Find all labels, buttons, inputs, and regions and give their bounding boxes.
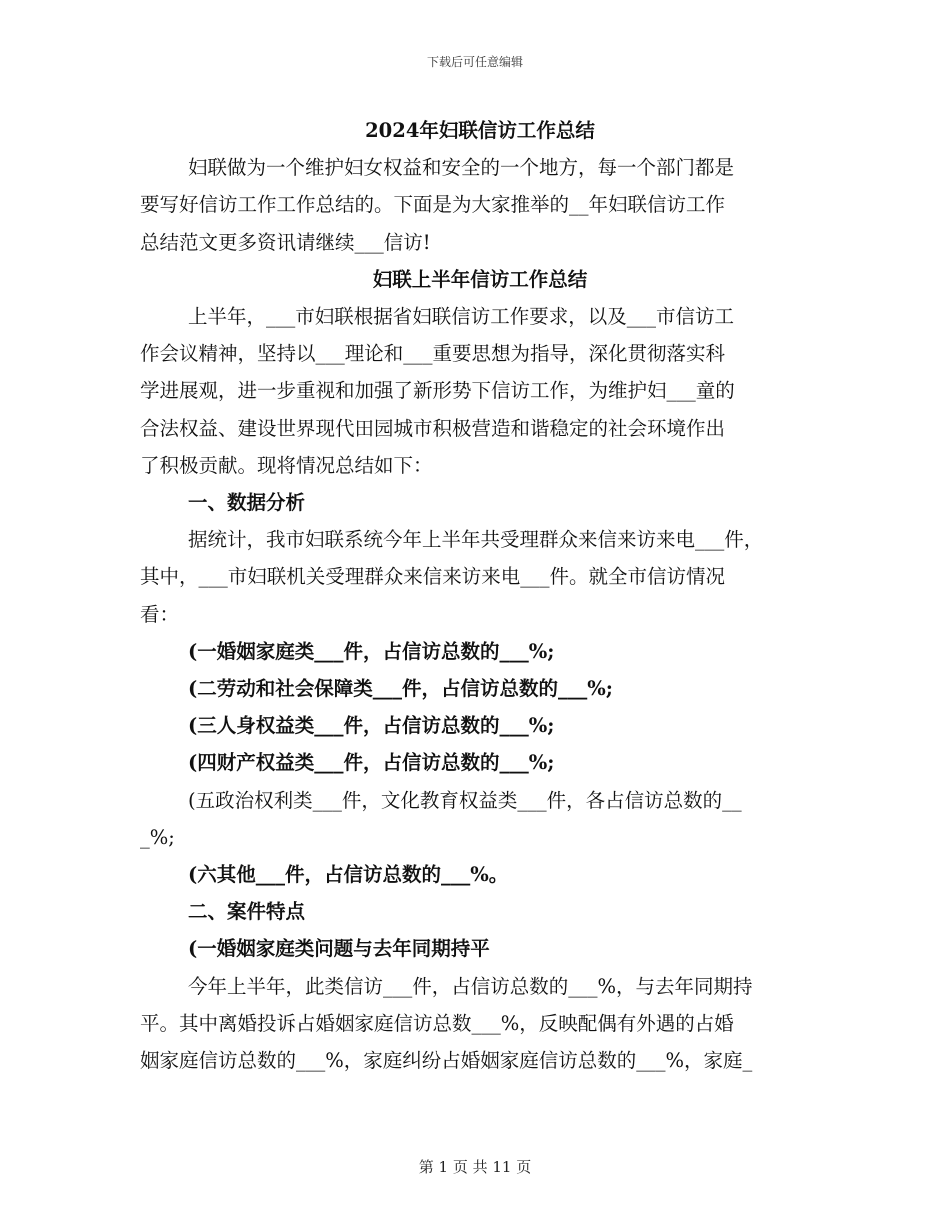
stat-item: (五政治权利类___件，文化教育权益类___件，各占信访总数的__ bbox=[188, 788, 742, 812]
stat-item: (二劳动和社会保障类___件，占信访总数的___%; bbox=[188, 677, 613, 701]
text-line: 上半年，___市妇联根据省妇联信访工作要求，以及___市信访工 bbox=[188, 305, 735, 329]
subsection-heading: (一婚姻家庭类问题与去年同期持平 bbox=[188, 937, 490, 961]
stat-item: (四财产权益类___件，占信访总数的___%; bbox=[188, 751, 555, 775]
stat-item-continued: _%; bbox=[140, 825, 175, 849]
text-line: 姻家庭信访总数的___%，家庭纠纷占婚姻家庭信访总数的___%，家庭_ bbox=[140, 1049, 753, 1073]
text-line: 其中，___市妇联机关受理群众来信来访来电___件。就全市信访情况 bbox=[140, 565, 726, 589]
document-body bbox=[140, 112, 820, 1079]
section-heading-data-analysis: 一、数据分析 bbox=[188, 491, 306, 515]
document-title: 2024年妇联信访工作总结 bbox=[365, 119, 595, 142]
header-note: 下载后可任意编辑 bbox=[426, 55, 523, 69]
text-line: 了积极贡献。现将情况总结如下： bbox=[140, 453, 433, 477]
text-line: 学进展观，进一步重视和加强了新形势下信访工作，为维护妇___童的 bbox=[140, 379, 735, 403]
text-line: 总结范文更多资讯请继续___信访! bbox=[140, 230, 431, 254]
paragraph-overview bbox=[140, 298, 820, 484]
stat-item: (一婚姻家庭类___件，占信访总数的___%; bbox=[188, 639, 555, 663]
text-line: 要写好信访工作工作总结的。下面是为大家推举的__年妇联信访工作 bbox=[140, 193, 726, 217]
page-indicator: 第 1 页 共 11 页 bbox=[418, 1158, 532, 1176]
text-line: 平。其中离婚投诉占婚姻家庭信访总数___%，反映配偶有外遇的占婚 bbox=[140, 1011, 734, 1035]
text-line: 合法权益、建设世界现代田园城市积极营造和谐稳定的社会环境作出 bbox=[140, 416, 726, 440]
stat-list bbox=[140, 633, 820, 893]
stat-item: (六其他___件，占信访总数的___%。 bbox=[188, 863, 509, 887]
section-heading-case-features: 二、案件特点 bbox=[188, 900, 306, 924]
document-subtitle: 妇联上半年信访工作总结 bbox=[372, 267, 588, 291]
text-line: 看： bbox=[140, 602, 180, 626]
paragraph-statistics bbox=[140, 521, 820, 633]
text-line: 据统计，我市妇联系统今年上半年共受理群众来信来访来电___件， bbox=[188, 528, 764, 552]
intro-paragraph bbox=[140, 149, 820, 261]
text-line: 今年上半年，此类信访___件，占信访总数的___%，与去年同期持 bbox=[188, 974, 753, 998]
stat-item: (三人身权益类___件，占信访总数的___%; bbox=[188, 714, 555, 738]
text-line: 作会议精神，坚持以___理论和___重要思想为指导，深化贯彻落实科 bbox=[140, 342, 726, 366]
paragraph-marriage-family bbox=[140, 968, 820, 1080]
text-line: 妇联做为一个维护妇女权益和安全的一个地方，每一个部门都是 bbox=[188, 156, 735, 180]
